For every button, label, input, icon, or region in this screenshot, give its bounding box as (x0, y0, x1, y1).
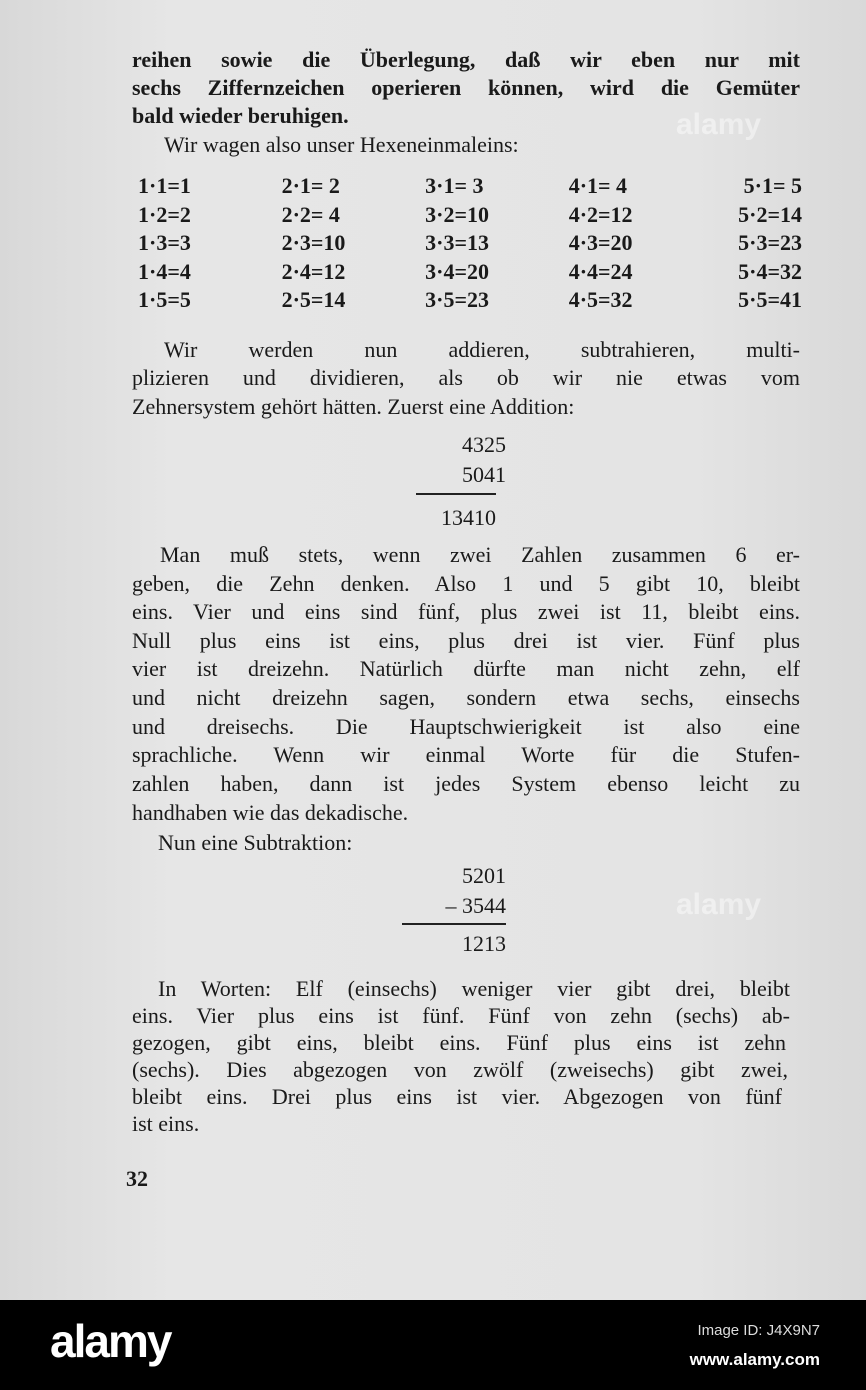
table-cell: 4·2=12 (568, 201, 633, 227)
table-cell: 1·5=5 (138, 287, 191, 313)
text-line: (sechs). Dies abgezogen von zwölf (zweisechs) gibt zwei, (132, 1057, 788, 1082)
text-line: und dreisechs. Die Hauptschwierigkeit ist also eine (132, 714, 800, 739)
text-line: zahlen haben, dann ist jedes System ebenso leicht zu (132, 771, 800, 796)
table-cell: 5·1= 5 (743, 173, 802, 198)
table-cell: 1·4=4 (138, 258, 191, 284)
table-cell: 5·2=14 (738, 201, 802, 227)
text-line: und nicht dreizehn sagen, sondern etwa sechs, einsechs (132, 685, 800, 710)
table-cell: 2·5=14 (281, 287, 346, 313)
table-cell: 2·3=10 (281, 230, 346, 256)
table-cell: 3·3=13 (425, 230, 489, 256)
table-cell: 2·1= 2 (281, 173, 340, 198)
text-line: ist eins. (132, 1111, 200, 1136)
text-line: Wir wagen also unser Hexeneinmaleins: (164, 132, 519, 157)
text-line: Man muß stets, wenn zwei Zahlen zusammen 6 er- (160, 542, 800, 567)
text-line: plizieren und dividieren, als ob wir nie etwas vom (132, 365, 800, 390)
addition-result: 13410 (441, 505, 496, 530)
text-line: Null plus eins ist eins, plus drei ist vier. Fünf plus (132, 628, 800, 653)
text-line: handhaben wie das dekadische. (132, 800, 409, 825)
text-line: Nun eine Subtraktion: (158, 830, 353, 855)
table-cell: 1·2=2 (138, 201, 191, 227)
text-line: bleibt eins. Drei plus eins ist vier. Abgezogen von fünf (132, 1084, 782, 1109)
alamy-logo: alamy (50, 1315, 171, 1367)
text-line: gezogen, gibt eins, bleibt eins. Fünf plus eins ist zehn (132, 1030, 786, 1055)
text-line: Zehnersystem gehört hätten. Zuerst eine Addition: (132, 394, 575, 419)
table-cell: 1·3=3 (138, 230, 191, 256)
table-cell: 5·4=32 (738, 258, 802, 284)
image-id: Image ID: J4X9N7 (697, 1322, 820, 1339)
text-line: reihen sowie die Überlegung, daß wir eben nur mit (132, 47, 800, 72)
table-cell: 3·1= 3 (425, 173, 484, 198)
sum-rule (416, 493, 496, 495)
table-cell: 3·4=20 (425, 258, 489, 284)
table-cell: 5·5=41 (738, 287, 802, 313)
text-line: Wir werden nun addieren, subtrahieren, multi- (164, 337, 800, 362)
table-cell: 4·4=24 (568, 258, 633, 284)
text-line: eins. Vier und eins sind fünf, plus zwei ist 11, bleibt eins. (132, 599, 800, 624)
text-line: sechs Ziffernzeichen operieren können, wird die Gemüter (132, 75, 800, 100)
text-line: bald wieder beruhigen. (132, 103, 349, 128)
table-cell: 4·1= 4 (568, 173, 628, 198)
multiplication-table (138, 172, 802, 315)
table-row (138, 258, 802, 287)
text-line: In Worten: Elf (einsechs) weniger vier gibt drei, bleibt (158, 976, 790, 1001)
text-line: eins. Vier plus eins ist fünf. Fünf von zehn (sechs) ab- (132, 1003, 790, 1028)
table-row (138, 201, 802, 230)
table-row (138, 172, 802, 201)
table-cell: 1·1=1 (138, 173, 191, 198)
subtraction-result: 1213 (462, 931, 506, 956)
table-row (138, 229, 802, 258)
watermark: alamy (676, 108, 762, 141)
watermark: alamy (676, 888, 762, 921)
text-line: vier ist dreizehn. Natürlich dürfte man nicht zehn, elf (132, 656, 800, 681)
table-cell: 5·3=23 (738, 230, 802, 256)
text-line: geben, die Zehn denken. Also 1 und 5 gibt 10, bleibt (132, 571, 800, 596)
difference-rule (402, 923, 506, 925)
subtraction-operand: 5201 (462, 863, 506, 888)
table-cell: 4·5=32 (568, 287, 633, 313)
table-cell: 3·2=10 (425, 201, 489, 227)
text-line: sprachliche. Wenn wir einmal Worte für die Stufen- (132, 742, 800, 767)
stock-banner (0, 1300, 866, 1390)
table-row (138, 286, 802, 315)
page-number: 32 (126, 1166, 148, 1191)
addition-operand: 5041 (462, 462, 506, 487)
table-cell: 3·5=23 (425, 287, 489, 313)
addition-operand: 4325 (462, 432, 506, 457)
table-cell: 4·3=20 (568, 230, 633, 256)
table-cell: 2·2= 4 (281, 201, 340, 227)
table-cell: 2·4=12 (281, 258, 346, 284)
site-url: www.alamy.com (689, 1350, 820, 1369)
subtraction-operand: – 3544 (445, 893, 506, 918)
